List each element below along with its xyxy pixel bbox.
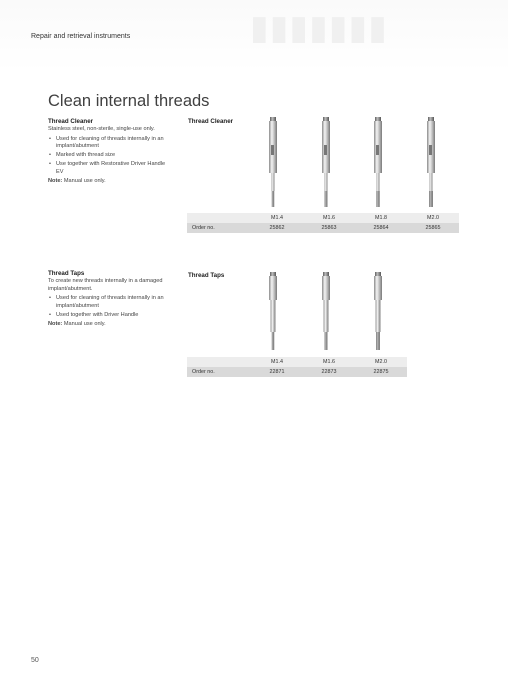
size-cell: M1.4	[251, 357, 303, 367]
thread-taps-heading: Thread Taps	[48, 270, 85, 277]
table-row	[187, 213, 459, 223]
thread-taps-table	[187, 357, 407, 377]
thread-tap-tool-m14	[265, 272, 281, 352]
thread-cleaner-image-label: Thread Cleaner	[188, 118, 234, 125]
size-cell: M1.6	[303, 357, 355, 367]
thread-taps-description	[48, 270, 173, 328]
table-row	[187, 357, 407, 367]
page-number: 50	[31, 657, 39, 664]
note-text: Manual use only.	[63, 321, 106, 328]
note-label: Note:	[48, 178, 63, 185]
thread-taps-intro: To create new threads internally in a damaged implant/abutment.	[48, 278, 163, 292]
thread-cleaner-heading: Thread Cleaner	[48, 118, 94, 125]
order-number: 25864	[355, 223, 407, 233]
size-cell: M1.6	[303, 213, 355, 223]
size-cell: M1.8	[355, 213, 407, 223]
note-text: Manual use only.	[63, 178, 106, 185]
list-item: • Used for cleaning of threads internally in an implant/abutment	[48, 295, 173, 310]
thread-cleaner-bullets	[48, 136, 173, 176]
size-cell: M1.4	[251, 213, 303, 223]
size-cell: M2.0	[355, 357, 407, 367]
table-row	[187, 367, 407, 377]
list-item: • Marked with thread size	[48, 152, 173, 159]
list-item: • Used together with Driver Handle	[48, 312, 173, 319]
order-number: 25862	[251, 223, 303, 233]
order-number: 22871	[251, 367, 303, 377]
thread-cleaner-tool-m18	[370, 117, 386, 209]
order-label: Order no.	[187, 223, 251, 233]
thread-cleaner-note	[48, 178, 173, 185]
order-number: 22873	[303, 367, 355, 377]
thread-cleaner-tool-m14	[265, 117, 281, 209]
order-label: Order no.	[187, 367, 251, 377]
note-label: Note:	[48, 321, 63, 328]
thread-taps-note	[48, 321, 173, 328]
thread-cleaner-intro: Stainless steel, non-sterile, single-use only.	[48, 126, 155, 133]
table-row	[187, 223, 459, 233]
list-item: • Used for cleaning of threads internally in an implant/abutment	[48, 136, 173, 151]
thread-taps-bullets	[48, 295, 173, 319]
thread-cleaner-tool-m16	[318, 117, 334, 209]
order-number: 25863	[303, 223, 355, 233]
thread-tap-tool-m16	[318, 272, 334, 352]
page-title: Clean internal threads	[48, 92, 210, 111]
thread-cleaner-description	[48, 118, 173, 185]
order-number: 25865	[407, 223, 459, 233]
list-item: • Use together with Restorative Driver Handle EV	[48, 161, 173, 176]
thread-tap-tool-m20	[370, 272, 386, 352]
size-cell: M2.0	[407, 213, 459, 223]
thread-taps-image-label: Thread Taps	[188, 272, 225, 279]
header-background-graphic: ▮▮▮▮▮▮▮	[250, 8, 388, 48]
thread-cleaner-table	[187, 213, 459, 233]
section-label: Repair and retrieval instruments	[31, 33, 131, 40]
order-number: 22875	[355, 367, 407, 377]
thread-cleaner-tool-m20	[423, 117, 439, 209]
